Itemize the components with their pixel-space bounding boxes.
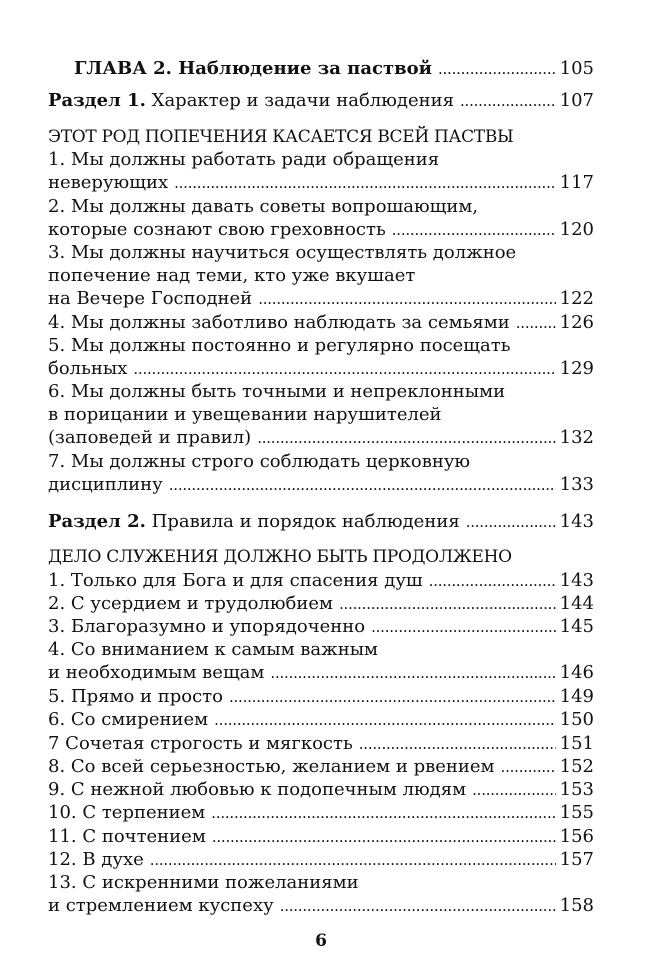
dot-leader bbox=[466, 511, 556, 533]
page-ref: 132 bbox=[559, 427, 594, 448]
dot-leader bbox=[438, 58, 556, 80]
page-ref: 129 bbox=[559, 358, 594, 379]
page-ref: 155 bbox=[559, 802, 594, 823]
dot-leader bbox=[257, 427, 555, 449]
page-ref: 133 bbox=[559, 474, 594, 495]
toc-item-line: 12. В духе . . . 157 bbox=[48, 849, 594, 871]
dot-leader bbox=[133, 358, 555, 380]
toc-item-line: и необходимым вещам . . . 146 bbox=[48, 662, 594, 684]
toc-item-line: попечение над теми, кто уже вкушает bbox=[48, 265, 416, 286]
toc-item-line: 2. Мы должны давать советы вопрошающим, bbox=[48, 196, 479, 217]
toc-item-line: 8. Со всей серьезностью, желанием и рвением . . . 152 bbox=[48, 756, 594, 778]
dot-leader bbox=[174, 172, 556, 194]
toc-page bbox=[48, 0, 594, 970]
page-ref: 149 bbox=[559, 686, 594, 707]
dot-leader bbox=[212, 826, 556, 848]
toc-item-line: больных . . . 129 bbox=[48, 358, 594, 380]
dot-leader bbox=[211, 802, 555, 824]
dot-leader bbox=[258, 288, 555, 310]
toc-item-line: (заповедей и правил) . . . 132 bbox=[48, 427, 594, 449]
toc-section-line bbox=[48, 511, 594, 533]
dot-leader bbox=[392, 219, 556, 241]
toc-item-line: 10. С терпением . . . 155 bbox=[48, 802, 594, 824]
section-title: Раздел 2. Правила и порядок наблюдения bbox=[48, 511, 460, 532]
toc-item-line: 13. С искренними пожеланиями bbox=[48, 872, 359, 893]
page-ref: 143 bbox=[559, 570, 594, 591]
toc-item-line: 6. Мы должны быть точными и непреклонными bbox=[48, 381, 506, 402]
toc-section-line bbox=[48, 90, 594, 112]
section-heading: ДЕЛО СЛУЖЕНИЯ ДОЛЖНО БЫТЬ ПРОДОЛЖЕНО bbox=[48, 547, 512, 567]
toc-item-line: которые сознают свою греховность . . . 120 bbox=[48, 219, 594, 241]
toc-item-line: на Вечере Господней . . . 122 bbox=[48, 288, 594, 310]
toc-item-line: 7. Мы должны строго соблюдать церковную bbox=[48, 451, 471, 472]
dot-leader bbox=[270, 662, 555, 684]
page-ref: 122 bbox=[559, 288, 594, 309]
toc-item-line: 3. Мы должны научиться осуществлять должное bbox=[48, 242, 517, 263]
toc-item-line: 5. Мы должны постоянно и регулярно посещать bbox=[48, 335, 511, 356]
dot-leader bbox=[339, 593, 556, 615]
page-ref: 145 bbox=[559, 616, 594, 637]
toc-item-line: неверующих . . . 117 bbox=[48, 172, 594, 194]
page-ref: 144 bbox=[559, 593, 594, 614]
page-ref: 150 bbox=[559, 709, 594, 730]
page-ref: 152 bbox=[559, 756, 594, 777]
page-ref: 157 bbox=[559, 849, 594, 870]
dot-leader bbox=[214, 709, 556, 731]
toc-item-line: 6. Со смирением . . . 150 bbox=[48, 709, 594, 731]
section-heading: ЭТОТ РОД ПОПЕЧЕНИЯ КАСАЕТСЯ ВСЕЙ ПАСТВЫ bbox=[48, 127, 514, 147]
toc-item-line: 3. Благоразумно и упорядоченно . . . 145 bbox=[48, 616, 594, 638]
toc-item-line: в порицании и увещевании нарушителей bbox=[48, 404, 442, 425]
page-ref: 105 bbox=[559, 58, 594, 79]
toc-chapter-line bbox=[48, 58, 594, 80]
page-ref: 156 bbox=[559, 826, 594, 847]
page-ref: 143 bbox=[559, 511, 594, 532]
section-title: Раздел 1. Характер и задачи наблюдения bbox=[48, 90, 454, 111]
page-ref: 146 bbox=[559, 662, 594, 683]
dot-leader bbox=[229, 686, 556, 708]
page-ref: 151 bbox=[559, 733, 594, 754]
page-number: 6 bbox=[315, 931, 327, 951]
dot-leader bbox=[371, 616, 556, 638]
dot-leader bbox=[359, 733, 556, 755]
toc-item-line: 7 Сочетая строгость и мягкость . . . 151 bbox=[48, 733, 594, 755]
page-ref: 126 bbox=[559, 312, 594, 333]
page-ref: 117 bbox=[559, 172, 594, 193]
toc-item-line: 1. Только для Бога и для спасения душ . . . 143 bbox=[48, 570, 594, 592]
dot-leader bbox=[169, 474, 556, 496]
toc-item-line: и стремлением куспеху . . . 158 bbox=[48, 895, 594, 917]
toc-item-line: 9. С нежной любовью к подопечным людям . . . 153 bbox=[48, 779, 594, 801]
chapter-title: ГЛАВА 2. Наблюдение за паствой bbox=[74, 58, 432, 79]
toc-item-line: 5. Прямо и просто . . . 149 bbox=[48, 686, 594, 708]
toc-item-line: дисциплину . . . 133 bbox=[48, 474, 594, 496]
page-ref: 153 bbox=[559, 779, 594, 800]
toc-item-line: 11. С почтением . . . 156 bbox=[48, 826, 594, 848]
dot-leader bbox=[516, 312, 556, 334]
dot-leader bbox=[429, 570, 556, 592]
toc-item-line: 1. Мы должны работать ради обращения bbox=[48, 149, 440, 170]
dot-leader bbox=[150, 849, 556, 871]
toc-item-line: 2. С усердием и трудолюбием . . . 144 bbox=[48, 593, 594, 615]
dot-leader bbox=[280, 895, 556, 917]
dot-leader bbox=[472, 779, 556, 801]
page-ref: 120 bbox=[559, 219, 594, 240]
page-ref: 158 bbox=[559, 895, 594, 916]
page-ref: 107 bbox=[559, 90, 594, 111]
toc-item-line: 4. Со вниманием к самым важным bbox=[48, 639, 379, 660]
dot-leader bbox=[460, 90, 556, 112]
toc-item-line: 4. Мы должны заботливо наблюдать за семьями . . . 126 bbox=[48, 312, 594, 334]
dot-leader bbox=[501, 756, 556, 778]
